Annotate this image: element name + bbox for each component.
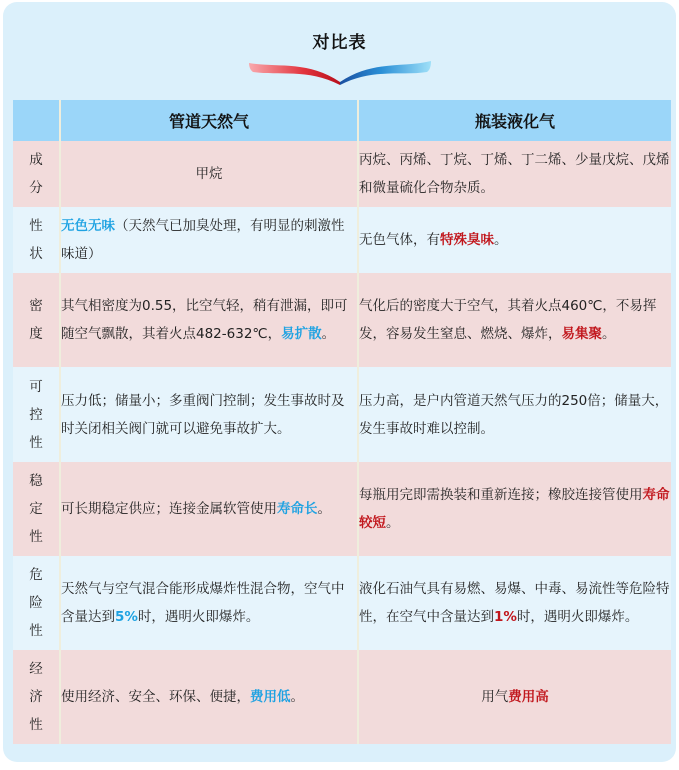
row-label-char: 控 [29, 406, 43, 423]
cell-text: （天然气已加臭处理，有明显的刺激性味道） [61, 218, 345, 262]
cell-text: 天然气与空气混合能形成爆炸性混合物，空气中含量达到 [61, 581, 345, 625]
row-label-char: 状 [29, 246, 43, 262]
cell-text: 其气相密度为0.55，比空气轻，稍有泄漏，即可随空气飘散，其着火点482-632℃， [61, 298, 348, 342]
cell-text: 每瓶用完即需换装和重新连接；橡胶连接管使用 [359, 487, 643, 503]
bottled-cell [358, 556, 671, 650]
row-label-char: 经 [29, 661, 43, 677]
cell-text: 。 [317, 501, 331, 517]
bottled-cell [358, 273, 671, 367]
table-header-row [13, 100, 671, 141]
comparison-table [13, 100, 671, 744]
table-row-composition [13, 141, 671, 207]
cell-text: 液化石油气具有易燃、易爆、中毒、易流性等危险特性，在空气中含量达到 [359, 581, 670, 625]
cell-text: 。 [494, 232, 508, 248]
highlight-text: 无色无味 [61, 218, 115, 234]
pipeline-cell [60, 462, 358, 556]
page-title: 对比表 [312, 33, 367, 53]
row-label-char: 济 [29, 689, 43, 705]
cell-text: 压力高，是户内管道天然气压力的250倍；储量大，发生事故时难以控制。 [359, 392, 669, 437]
table-row-stability [13, 462, 671, 556]
header-pipeline-gas: 管道天然气 [60, 100, 358, 141]
highlight-text: 寿命较短 [359, 487, 670, 531]
bottled-cell [358, 462, 671, 556]
cell-text: 压力低；储量小；多重阀门控制；发生事故时及时关闭相关阀门就可以避免事故扩大。 [61, 392, 345, 437]
row-label-char: 分 [29, 180, 43, 196]
table-row-controllability [13, 367, 671, 462]
row-label-char: 性 [29, 623, 43, 639]
pipeline-cell [60, 273, 358, 367]
cell-text: 甲烷 [195, 166, 223, 182]
cell-text: 。 [602, 326, 616, 342]
cell-text: 。 [321, 326, 336, 342]
cell-text: 可长期稳定供应；连接金属软管使用 [61, 501, 277, 517]
row-label-char: 性 [29, 529, 43, 545]
row-label [13, 556, 60, 650]
bottled-cell [358, 367, 671, 462]
cell-text: 。 [386, 515, 400, 531]
highlight-text: 寿命长 [277, 501, 318, 517]
row-label [13, 650, 60, 744]
cell-text: 。 [290, 689, 304, 705]
row-label-char: 性 [29, 218, 43, 234]
bottled-cell [358, 650, 671, 744]
cell-text: 时，遇明火即爆炸。 [137, 609, 260, 625]
highlight-text: 费用低 [250, 689, 291, 705]
highlight-text: 易集聚 [561, 326, 602, 342]
highlight-text: 特殊臭味 [440, 232, 494, 248]
header-bottled-gas: 瓶装液化气 [358, 100, 671, 141]
cell-text: 无色气体，有 [359, 232, 440, 248]
bottled-cell [358, 141, 671, 207]
row-label [13, 207, 60, 273]
pipeline-cell [60, 207, 358, 273]
row-label [13, 462, 60, 556]
highlight-text: 5% [115, 609, 138, 625]
pipeline-cell [60, 141, 358, 207]
row-label-char: 成 [29, 152, 43, 168]
row-label-char: 度 [29, 326, 43, 342]
row-label-char: 危 [29, 567, 43, 583]
table-row-economy [13, 650, 671, 744]
row-label-char: 稳 [29, 473, 43, 489]
ribbon-divider-icon [247, 58, 433, 88]
row-label [13, 141, 60, 207]
pipeline-cell [60, 367, 358, 462]
pipeline-cell [60, 556, 358, 650]
cell-text: 使用经济、安全、环保、便捷， [61, 689, 250, 705]
header-empty [13, 100, 60, 141]
bottled-cell [358, 207, 671, 273]
table-row-properties [13, 207, 671, 273]
highlight-text: 1% [494, 609, 517, 625]
cell-text: 气化后的密度大于空气，其着火点460℃，不易挥发，容易发生窒息、燃烧、爆炸， [359, 298, 657, 342]
highlight-text: 易扩散 [281, 326, 322, 342]
highlight-text: 费用高 [508, 689, 549, 705]
row-label [13, 367, 60, 462]
row-label-char: 险 [29, 595, 43, 611]
cell-text: 用气 [481, 689, 509, 705]
row-label-char: 密 [29, 298, 43, 314]
row-label-char: 性 [29, 434, 43, 451]
row-label [13, 273, 60, 367]
table-row-density [13, 273, 671, 367]
pipeline-cell [60, 650, 358, 744]
cell-text: 时，遇明火即爆炸。 [516, 609, 639, 625]
cell-text: 丙烷、丙烯、丁烷、丁烯、丁二烯、少量戊烷、戊烯和微量硫化合物杂质。 [359, 152, 670, 196]
row-label-char: 性 [29, 717, 43, 733]
row-label-char: 定 [29, 501, 43, 517]
row-label-char: 可 [29, 378, 43, 395]
table-row-hazard [13, 556, 671, 650]
